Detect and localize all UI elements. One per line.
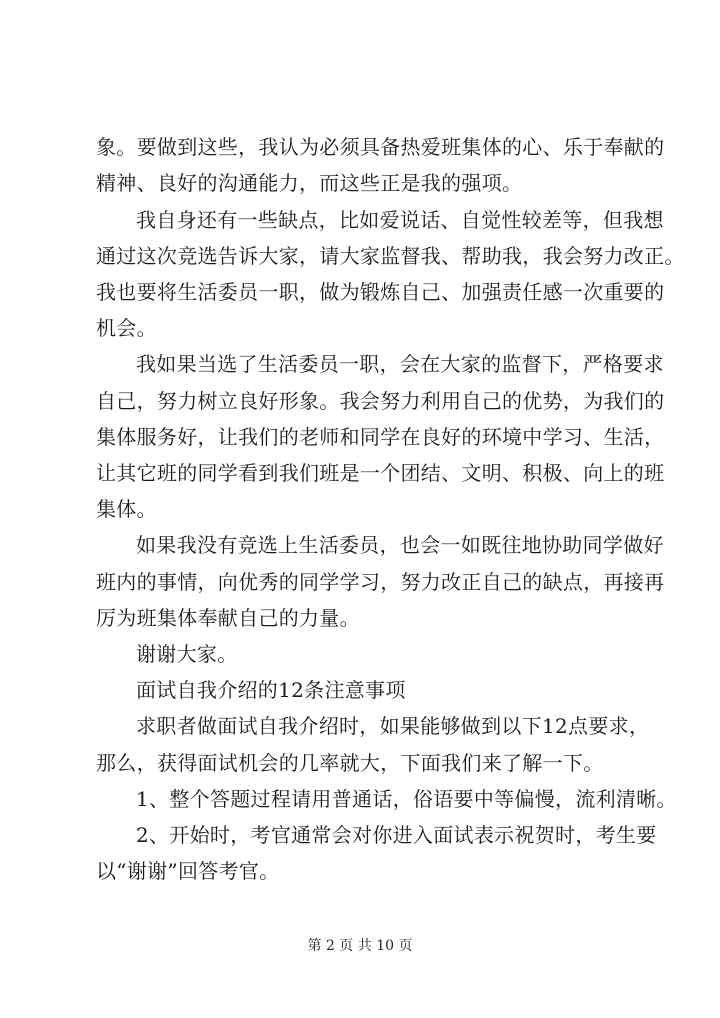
text-line: 机会。	[96, 316, 157, 341]
text-line: 班内的事情，向优秀的同学学习，努力改正自己的缺点，再接再	[96, 569, 665, 594]
text-line: 精神、良好的沟通能力，而这些正是我的强项。	[96, 171, 523, 196]
page-footer: 第 2 页 共 10 页	[307, 938, 413, 954]
paragraph-start-line: 如果我没有竞选上生活委员，也会一如既往地协助同学做好	[136, 533, 664, 558]
text-line: 集体服务好，让我们的老师和同学在良好的环境中学习、生活，	[96, 424, 665, 449]
text-line: 自己，努力树立良好形象。我会努力利用自己的优势，为我们的	[96, 388, 665, 413]
paragraph-start-line: 求职者做面试自我介绍时，如果能够做到以下12点要求，	[136, 714, 650, 739]
text-line: 让其它班的同学看到我们班是一个团结、文明、积极、向上的班	[96, 461, 665, 486]
text-line: 厉为班集体奉献自己的力量。	[96, 605, 360, 630]
text-line: 那么，获得面试机会的几率就大，下面我们来了解一下。	[96, 750, 604, 775]
text-line: 以“谢谢”回答考官。	[96, 859, 280, 884]
paragraph-start-line: 我自身还有一些缺点，比如爱说话、自觉性较差等，但我想	[136, 207, 664, 232]
list-item-1: 1、整个答题过程请用普通话，俗语要中等偏慢，流利清晰。	[136, 786, 677, 811]
section-heading: 面试自我介绍的12条注意事项	[136, 678, 406, 703]
text-line: 通过这次竞选告诉大家，请大家监督我、帮助我，我会努力改正。	[96, 243, 685, 268]
text-line: 我也要将生活委员一职，做为锻炼自己、加强责任感一次重要的	[96, 280, 665, 305]
list-item-2: 2、开始时，考官通常会对你进入面试表示祝贺时，考生要	[136, 823, 657, 848]
paragraph-start-line: 我如果当选了生活委员一职，会在大家的监督下，严格要求	[136, 352, 664, 377]
text-line: 象。要做到这些，我认为必须具备热爱班集体的心、乐于奉献的	[96, 135, 665, 160]
closing-line: 谢谢大家。	[136, 642, 238, 667]
text-line: 集体。	[96, 497, 157, 522]
